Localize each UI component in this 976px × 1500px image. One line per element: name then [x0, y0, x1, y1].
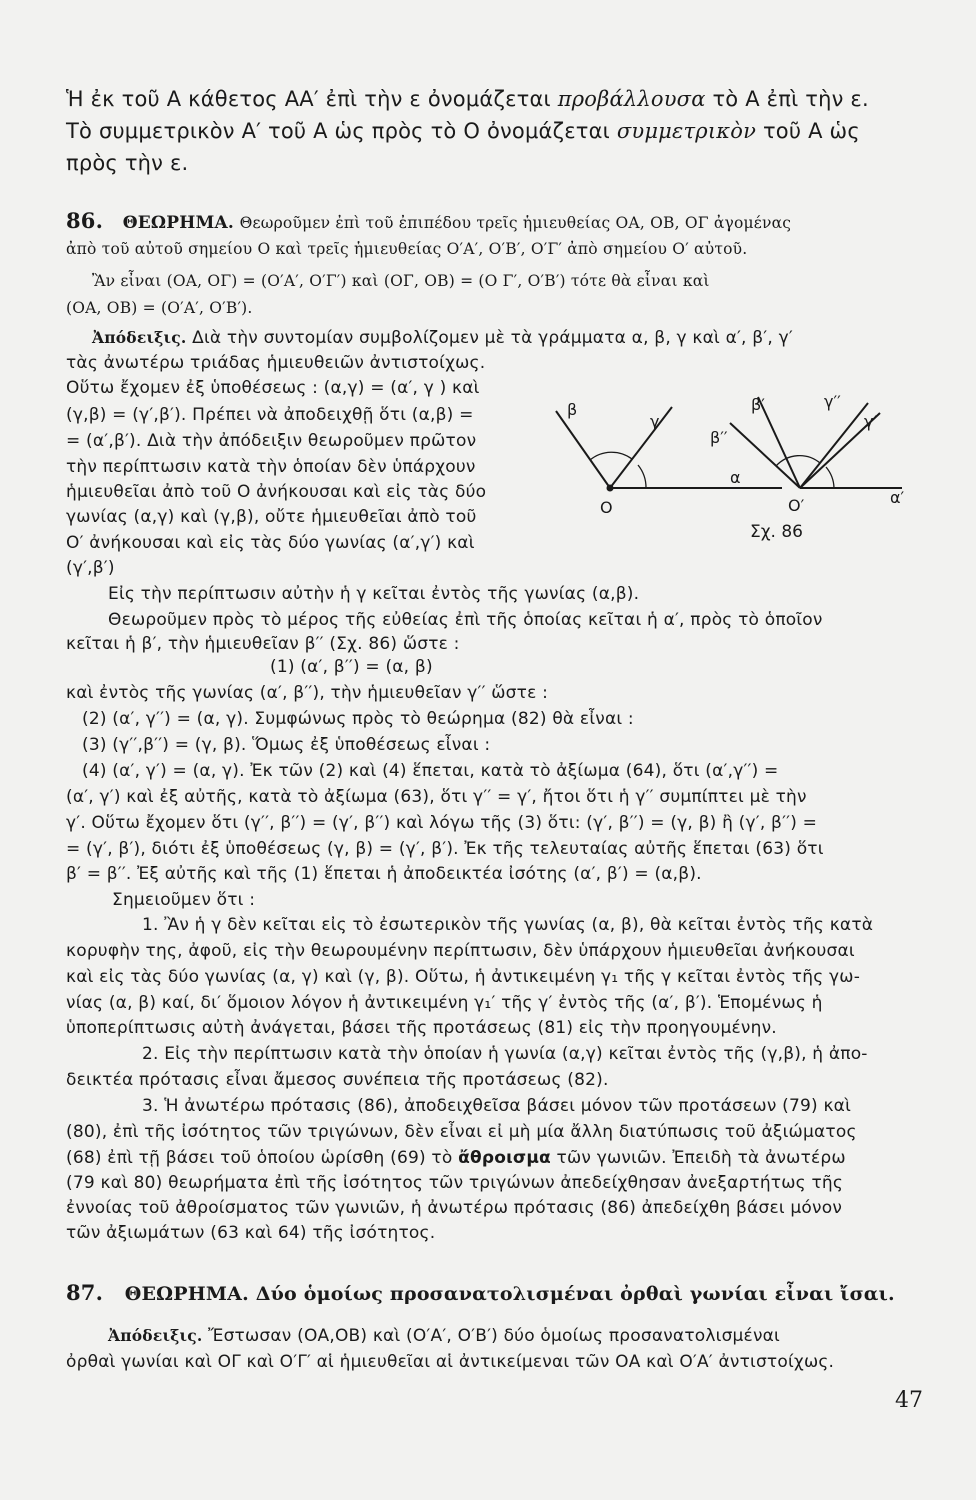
note-3-line-6: τῶν ἀξιωμάτων (63 καὶ 64) τῆς ἰσότητος.	[66, 1223, 436, 1243]
arc-gamma-alpha	[638, 465, 646, 488]
proof-line-11: Εἰς τὴν περίπτωσιν αὐτὴν ἡ γ κεῖται ἐντὸς τῆς γωνίας (α,β).	[108, 584, 640, 604]
proof-line-18: (4) (α′, γ′) = (α, γ). Ἐκ τῶν (2) καὶ (4) ἕπεται, κατὰ τὸ ἀξίωμα (64), ὅτι (α′,γ′′) =	[82, 761, 779, 781]
note-1-line-1: 1. Ἂν ἡ γ δὲν κεῖται εἰς τὸ ἐσωτερικὸν τῆς γωνίας (α, β), θὰ κεῖται ἐντὸς τῆς κατὰ	[142, 915, 874, 935]
note-3-line-5: ἐννοίας τοῦ ἀθροίσματος τῶν γωνιῶν, ἡ ἀνωτέρω πρότασις (86) ἀπεδείχθη βάσει μόνον	[66, 1198, 843, 1218]
note-1-line-3: καὶ εἰς τὰς δύο γωνίας (α, γ) καὶ (γ, β). Οὕτω, ἡ ἀντικειμένη γ₁ τῆς γ κεῖται ἐντὸς τῆς γω-	[66, 967, 861, 987]
label-gamma-double-prime: γ′′	[824, 392, 841, 411]
intro-text: τοῦ Α ὡς	[762, 119, 860, 143]
label-gamma: γ	[650, 412, 660, 431]
label-o-prime: Ο′	[788, 496, 805, 515]
arc-right-upper	[776, 456, 820, 466]
label-beta-prime: β′	[751, 395, 765, 414]
proof-line-13: κεῖται ἡ β′, τὴν ἡμιευθεῖαν β′′ (Σχ. 86) ὥστε :	[66, 634, 460, 654]
proof-line-9: Ο′ ἀνήκουσαι καὶ εἰς τὰς δύο γωνίας (α′,γ′) καὶ	[66, 533, 475, 553]
theorem-text: Θεωροῦμεν ἐπὶ τοῦ ἐπιπέδου τρεῖς ἡμιευθείας ΟΑ, ΟΒ, ΟΓ ἀγομένας	[239, 214, 792, 232]
term-probalousa: προβάλλουσα	[557, 87, 706, 111]
note-2-line-1: 2. Εἰς τὴν περίπτωσιν κατὰ τὴν ὁποίαν ἡ γωνία (α,γ) κεῖται ἐντὸς τῆς (γ,β), ἡ ἀπο-	[142, 1044, 868, 1064]
section-number: 86.	[66, 208, 104, 233]
label-alpha: α	[730, 468, 741, 487]
proof-line-15: καὶ ἐντὸς τῆς γωνίας (α′, β′′), τὴν ἡμιευθεῖαν γ′′ ὥστε :	[66, 683, 548, 703]
note-1-line-5: ὑποπερίπτωσις αὐτὴ ἀνάγεται, βάσει τῆς προτάσεως (81) εἰς τὴν προηγουμένην.	[66, 1018, 777, 1038]
theorem-heading: ΘΕΩΡΗΜΑ.	[122, 213, 235, 233]
intro-text: Ἡ ἐκ τοῦ Α κάθετος ΑΑ′ ἐπὶ τὴν ε ὀνομάζεται	[66, 87, 551, 111]
proof-line-16: (2) (α′, γ′′) = (α, γ). Συμφώνως πρὸς τὸ θεώρημα (82) θὰ εἶναι :	[82, 709, 634, 729]
label-o: Ο	[600, 498, 613, 517]
proof-87-line-1	[108, 1325, 780, 1347]
intro-line-2	[66, 117, 860, 145]
theorem-heading: ΘΕΩΡΗΜΑ. Δύο ὁμοίως προσανατολισμέναι ὀρθαὶ γωνίαι εἶναι ἴσαι.	[124, 1283, 895, 1305]
proof-label: Ἀπόδειξις.	[92, 328, 187, 347]
proof-line-1	[92, 327, 793, 349]
label-beta: β	[567, 400, 578, 419]
proof-line-3: Οὕτω ἔχομεν ἐξ ὑποθέσεως : (α,γ) = (α′, γ ) καὶ	[66, 378, 480, 398]
note-3-line-3	[66, 1147, 846, 1169]
section-number: 87.	[66, 1280, 104, 1305]
proof-line-6: τὴν περίπτωσιν κατὰ τὴν ὁποίαν δὲν ὑπάρχουν	[66, 457, 476, 477]
proof-text: Διὰ τὴν συντομίαν συμβολίζομεν μὲ τὰ γράμματα α, β, γ καὶ α′, β′, γ′	[192, 328, 793, 348]
note-1-line-4: νίας (α, β) καί, δι′ ὅμοιον λόγον ἡ ἀντικειμένη γ₁′ τῆς γ′ ἐντὸς τῆς (α′, β′). Ἑπομένως ἡ	[66, 993, 823, 1013]
term-symmetrikon: συμμετρικὸν	[616, 119, 757, 143]
proof-text: Ἔστωσαν (ΟΑ,ΟΒ) καὶ (Ο′Α′, Ο′Β′) δύο ὁμοίως προσανατολισμέναι	[208, 1326, 781, 1346]
label-alpha-prime: α′	[890, 488, 905, 507]
proof-line-19: (α′, γ′) καὶ ἐξ αὐτῆς, κατὰ τὸ ἀξίωμα (63), ὅτι γ′′ = γ′, ἤτοι ὅτι ἡ γ′′ συμπίπτει μὲ τὴν	[66, 787, 807, 807]
proof-line-20: γ′. Οὕτω ἔχομεν ὅτι (γ′′, β′′) = (γ′, β′′) καὶ λόγω τῆς (3) ὅτι: (γ′, β′′) = (γ, β) ἢ (γ′, β′′) =	[66, 813, 818, 833]
note-3-line-4: (79 καὶ 80) θεωρήματα ἐπὶ τῆς ἰσότητος τῶν τριγώνων ἀπεδείχθησαν ἀνεξαρτήτως τῆς	[66, 1173, 844, 1193]
proof-87-line-2: ὀρθαὶ γωνίαι καὶ ΟΓ καὶ Ο′Γ′ αἱ ἡμιευθεῖαι αἱ ἀντικείμεναι τῶν ΟΑ καὶ Ο′Α′ ἀντιστοίχως.	[66, 1352, 835, 1372]
note-3-line-1: 3. Ἡ ἀνωτέρω πρότασις (86), ἀποδειχθεῖσα βάσει μόνον τῶν προτάσεων (79) καὶ	[142, 1096, 852, 1116]
proof-line-22: β′ = β′′. Ἐξ αὐτῆς καὶ τῆς (1) ἕπεται ἡ ἀποδεικτέα ἰσότης (α′, β′) = (α,β).	[66, 864, 702, 884]
proof-line-12: Θεωροῦμεν πρὸς τὸ μέρος τῆς εὐθείας ἐπὶ τῆς ὁποίας κεῖται ἡ α′, πρὸς τὸ ὁποῖον	[108, 610, 823, 630]
notes-intro: Σημειοῦμεν ὅτι :	[112, 890, 256, 910]
intro-text: τὸ Α ἐπὶ τὴν ε.	[712, 87, 869, 111]
arc-right-lower	[826, 467, 834, 488]
proof-line-21: = (γ′, β′), διότι ἐξ ὑποθέσεως (γ, β) = (γ′, β′). Ἐκ τῆς τελευταίας αὐτῆς ἕπεται (63) ὅτι	[66, 839, 824, 859]
intro-line-3: πρὸς τὴν ε.	[66, 151, 189, 175]
theorem-86-line-1	[66, 210, 791, 234]
note-2-line-2: δεικτέα πρότασις εἶναι ἄμεσος συνέπεια τῆς προτάσεως (82).	[66, 1070, 609, 1090]
proof-line-5: = (α′,β′). Διὰ τὴν ἀπόδειξιν θεωροῦμεν πρῶτον	[66, 431, 477, 451]
figure-86	[550, 385, 930, 555]
note-text: (68) ἐπὶ τῇ βάσει τοῦ ὁποίου ὡρίσθη (69) τὸ	[66, 1148, 453, 1168]
page-number: 47	[895, 1388, 923, 1413]
proof-line-8: γωνίας (α,γ) καὶ (γ,β), οὔτε ἡμιευθεῖαι ἀπὸ τοῦ	[66, 507, 477, 527]
theorem-86-line-4: (ΟΑ, ΟΒ) = (Ο′Α′, Ο′Β′).	[66, 299, 253, 317]
intro-line-1	[66, 85, 869, 113]
intro-text: Τὸ συμμετρικὸν Α′ τοῦ Α ὡς πρὸς τὸ Ο ὀνομάζεται	[66, 119, 610, 143]
figure-caption: Σχ. 86	[750, 522, 804, 542]
proof-line-2: τὰς ἀνωτέρω τριάδας ἡμιευθειῶν ἀντιστοίχως.	[66, 353, 486, 373]
proof-line-17: (3) (γ′′,β′′) = (γ, β). Ὅμως ἐξ ὑποθέσεως εἶναι :	[82, 735, 491, 755]
arc-beta-gamma	[590, 452, 632, 460]
note-3-line-2: (80), ἐπὶ τῆς ἰσότητος τῶν τριγώνων, δὲν εἶναι εἰ μὴ μία ἄλλη διατύπωσις τοῦ ἀξιώματος	[66, 1122, 857, 1142]
theorem-86-line-3: Ἂν εἶναι (ΟΑ, ΟΓ) = (Ο′Α′, Ο′Γ′) καὶ (ΟΓ, ΟΒ) = (Ο Γ′, Ο′Β′) τότε θὰ εἶναι καὶ	[92, 272, 710, 290]
ray-gamma-double-prime	[800, 403, 868, 488]
proof-label: Ἀπόδειξις.	[108, 1326, 203, 1345]
label-beta-double-prime: β′′	[710, 428, 728, 447]
note-1-line-2: κορυφὴν της, ἀφοῦ, εἰς τὴν θεωρουμένην περίπτωσιν, δὲν ὑπάρχουν ἡμιευθεῖαι ἀνήκουσαι	[66, 941, 855, 961]
vertex-o	[607, 485, 614, 492]
proof-line-7: ἡμιευθεῖαι ἀπὸ τοῦ Ο ἀνήκουσαι καὶ εἰς τὰς δύο	[66, 482, 487, 502]
proof-line-4: (γ,β) = (γ′,β′). Πρέπει νὰ ἀποδειχθῇ ὅτι (α,β) =	[66, 405, 474, 425]
term-athroisma: ἄθροισμα	[458, 1148, 551, 1168]
ray-gamma	[610, 407, 672, 488]
equation-1: (1) (α′, β′′) = (α, β)	[270, 657, 433, 677]
theorem-87-heading	[66, 1282, 895, 1306]
label-gamma-prime: γ′	[864, 412, 878, 431]
proof-line-10: (γ′,β′)	[66, 558, 115, 578]
note-text: τῶν γωνιῶν. Ἐπειδὴ τὰ ἀνωτέρω	[556, 1148, 846, 1168]
theorem-86-line-2: ἀπὸ τοῦ αὐτοῦ σημείου Ο καὶ τρεῖς ἡμιευθείας Ο′Α′, Ο′Β′, Ο′Γ′ ἀπὸ σημείου Ο′ αὐτοῦ.	[66, 240, 748, 258]
ray-beta	[556, 411, 610, 488]
